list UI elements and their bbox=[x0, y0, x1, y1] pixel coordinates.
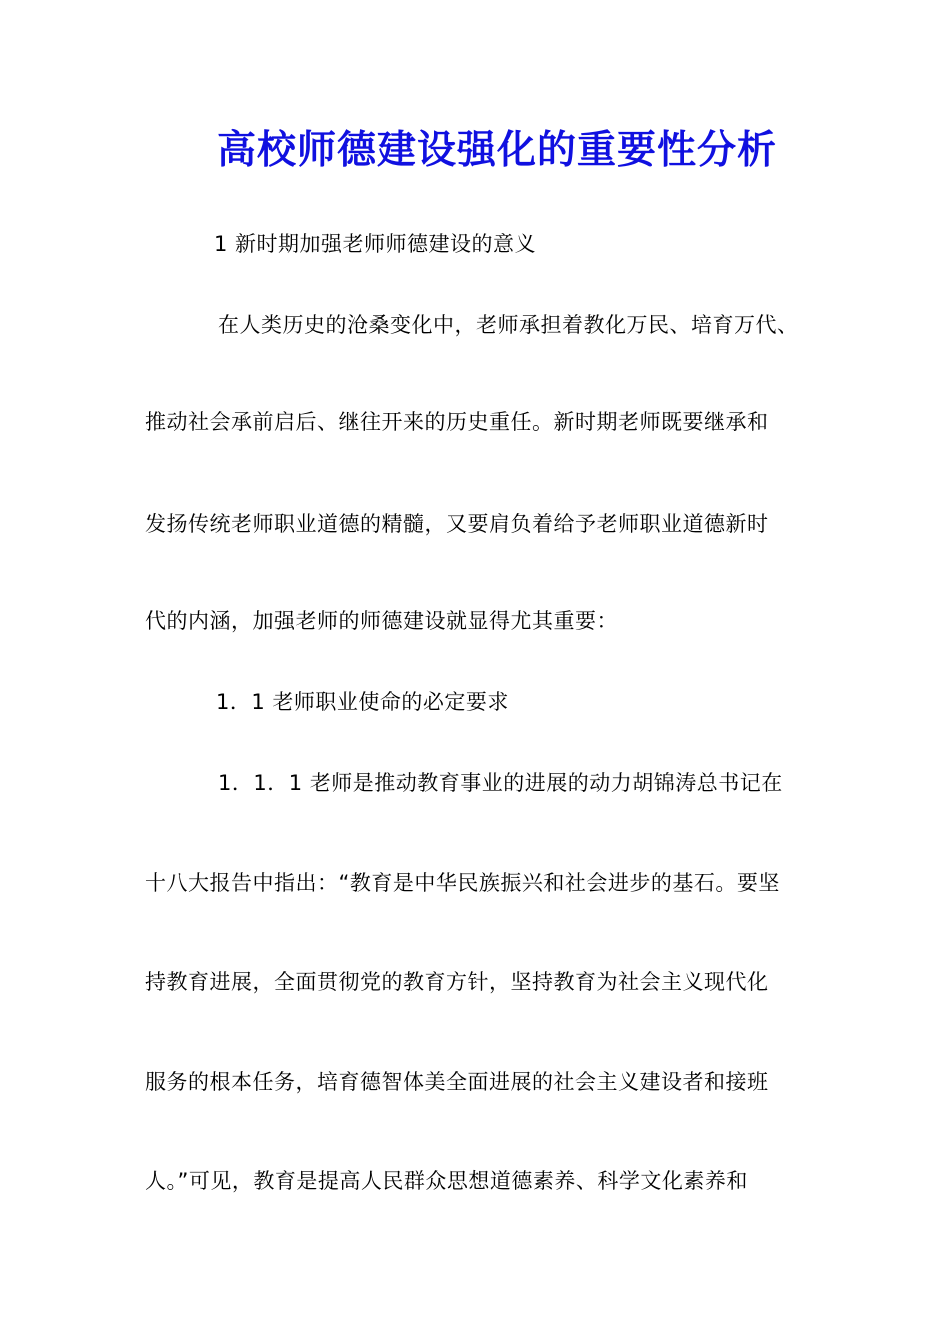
paragraph-line: 人。”可见，教育是提高人民群众思想道德素养、科学文化素养和 bbox=[145, 1169, 748, 1193]
paragraph-line: 服务的根本任务，培育德智体美全面进展的社会主义建设者和接班 bbox=[145, 1070, 769, 1094]
paragraph-line: 持教育进展，全面贯彻党的教育方针，坚持教育为社会主义现代化 bbox=[145, 970, 769, 994]
paragraph-line: 十八大报告中指出：“教育是中华民族振兴和社会进步的基石。要坚 bbox=[145, 871, 780, 895]
paragraph-line: 代的内涵，加强老师的师德建设就显得尤其重要： bbox=[145, 609, 618, 633]
paragraph-line: 推动社会承前启后、继往开来的历史重任。新时期老师既要继承和 bbox=[145, 410, 769, 434]
paragraph-line: 发扬传统老师职业道德的精髓，又要肩负着给予老师职业道德新时 bbox=[145, 512, 769, 536]
section-heading: 1 新时期加强老师师德建设的意义 bbox=[214, 232, 537, 256]
paragraph-line: 1．1．1 老师是推动教育事业的进展的动力胡锦涛总书记在 bbox=[218, 771, 783, 795]
subsection-heading: 1．1 老师职业使命的必定要求 bbox=[216, 690, 509, 714]
document-title: 高校师德建设强化的重要性分析 bbox=[216, 127, 777, 173]
paragraph-line: 在人类历史的沧桑变化中，老师承担着教化万民、培育万代、 bbox=[218, 313, 799, 337]
